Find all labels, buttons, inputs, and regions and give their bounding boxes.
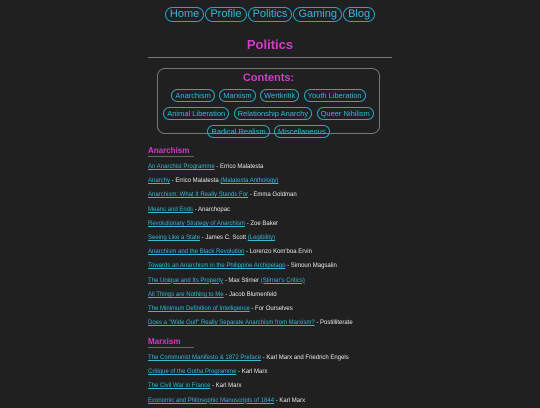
anarchism-entry-link[interactable]: Means and Ends: [148, 206, 194, 213]
anarchism-entry-link[interactable]: All Things are Nothing to Me: [148, 291, 224, 298]
anarchism-entry: [148, 174, 408, 188]
anarchism-entry-link[interactable]: Seeing Like a State: [148, 235, 201, 242]
anarchism-entry-extra-link[interactable]: (Stirner's Critics): [260, 277, 305, 284]
anarchism-entry-extra-link[interactable]: (Legibility): [247, 235, 276, 242]
anarchism-entry: [148, 231, 408, 245]
anarchism-entry-link[interactable]: Does a "Wide Gulf" Really Separate Anarchism from Marxism?: [148, 320, 315, 327]
contents-heading: Contents:: [242, 72, 295, 84]
anarchism-entry-author: - Max Stirner: [223, 277, 261, 284]
nav-profile-link[interactable]: Profile: [205, 7, 246, 22]
contents-row-2: [158, 103, 379, 121]
anarchism-list: [148, 160, 408, 330]
contents-row-3: [158, 121, 379, 139]
anarchism-entry-author: - Postilliterate: [314, 320, 353, 327]
anarchism-entry-author: - For Ourselves: [249, 306, 293, 313]
contents-link-anarchism[interactable]: Anarchism: [171, 89, 214, 102]
anarchism-entry: [148, 203, 408, 217]
anarchism-entry: [148, 288, 408, 302]
anarchism-entry-author: - Errico Malatesta: [214, 164, 264, 170]
marxism-entry-author: - Karl Marx: [274, 397, 306, 404]
nav-gaming-link[interactable]: Gaming: [293, 7, 342, 22]
marxism-heading: Marxism: [148, 337, 194, 348]
marxism-entry-link[interactable]: The Civil War in France: [148, 383, 211, 390]
anarchism-entry: [148, 302, 408, 316]
anarchism-entry-link[interactable]: Towards an Anarchism in the Philippine Archipelago: [148, 263, 286, 270]
anarchism-entry-extra-link[interactable]: (Malatesta Anthology): [220, 178, 279, 185]
marxism-entry: [148, 365, 408, 379]
marxism-entry: [148, 394, 408, 408]
marxism-section: [148, 337, 408, 408]
anarchism-entry-author: - James C. Scott: [200, 235, 248, 242]
anarchism-entry: [148, 316, 408, 330]
contents-link-miscellaneous[interactable]: Miscellaneous: [274, 125, 330, 138]
title-divider: [148, 57, 392, 58]
contents-link-youth-liberation[interactable]: Youth Liberation: [304, 89, 366, 102]
anarchism-section: [148, 146, 408, 330]
anarchism-entry-link[interactable]: Anarchism: What It Really Stands For: [148, 192, 249, 199]
nav-home-link[interactable]: Home: [165, 7, 204, 22]
anarchism-entry: [148, 217, 408, 231]
contents-link-animal-liberation[interactable]: Animal Liberation: [163, 107, 229, 120]
top-nav: [0, 7, 540, 22]
marxism-entry: [148, 351, 408, 365]
anarchism-heading: Anarchism: [148, 146, 194, 157]
anarchism-entry: [148, 245, 408, 259]
marxism-entry-link[interactable]: Economic and Philosophic Manuscripts of 1844: [148, 397, 275, 404]
contents-link-wertkritik[interactable]: Wertkritik: [260, 89, 299, 102]
anarchism-entry-author: - Errico Malatesta: [170, 178, 221, 185]
nav-blog-link[interactable]: Blog: [343, 7, 375, 22]
anarchism-entry-link[interactable]: Anarchism and the Black Revolution: [148, 249, 245, 256]
anarchism-entry-link[interactable]: The Minimum Definition of Intelligence: [148, 306, 250, 313]
contents-row-1: [158, 85, 379, 103]
marxism-list: [148, 351, 408, 408]
contents-link-queer-nihilism[interactable]: Queer Nihilism: [317, 107, 374, 120]
anarchism-entry: [148, 188, 408, 202]
anarchism-entry-link[interactable]: An Anarchist Programme: [148, 164, 215, 170]
contents-link-marxism[interactable]: Marxism: [219, 89, 255, 102]
marxism-entry-link[interactable]: The Communist Manifesto & 1872 Preface: [148, 355, 262, 361]
contents-link-radical-realism[interactable]: Radical Realism: [207, 125, 269, 138]
nav-politics-link[interactable]: Politics: [248, 7, 293, 22]
anarchism-entry-author: - Simoun Magsalin: [285, 263, 337, 270]
contents-box: [157, 68, 380, 134]
marxism-entry-author: - Karl Marx and Friedrich Engels: [261, 355, 349, 361]
page-title: Politics: [246, 37, 294, 52]
anarchism-entry-author: - Zoe Baker: [245, 220, 279, 227]
contents-link-relationship-anarchy[interactable]: Relationship Anarchy: [234, 107, 312, 120]
marxism-entry-author: - Karl Marx: [210, 383, 242, 390]
anarchism-entry-link[interactable]: The Unique and Its Property: [148, 277, 224, 284]
anarchism-entry-author: - Lorenzo Kom'boa Ervin: [244, 249, 312, 256]
anarchism-entry: [148, 274, 408, 288]
marxism-entry-link[interactable]: Critique of the Gotha Programme: [148, 369, 237, 376]
anarchism-entry-author: - Jacob Blumenfeld: [223, 291, 277, 298]
anarchism-entry-author: - Anarchopac: [193, 206, 231, 213]
anarchism-entry: [148, 160, 408, 174]
anarchism-entry: [148, 259, 408, 273]
anarchism-entry-link[interactable]: Anarchy: [148, 178, 171, 185]
anarchism-entry-link[interactable]: Revolutionary Strategy of Anarchism: [148, 220, 246, 227]
anarchism-entry-author: - Emma Goldman: [248, 192, 297, 199]
marxism-entry: [148, 379, 408, 393]
marxism-entry-author: - Karl Marx: [236, 369, 268, 376]
